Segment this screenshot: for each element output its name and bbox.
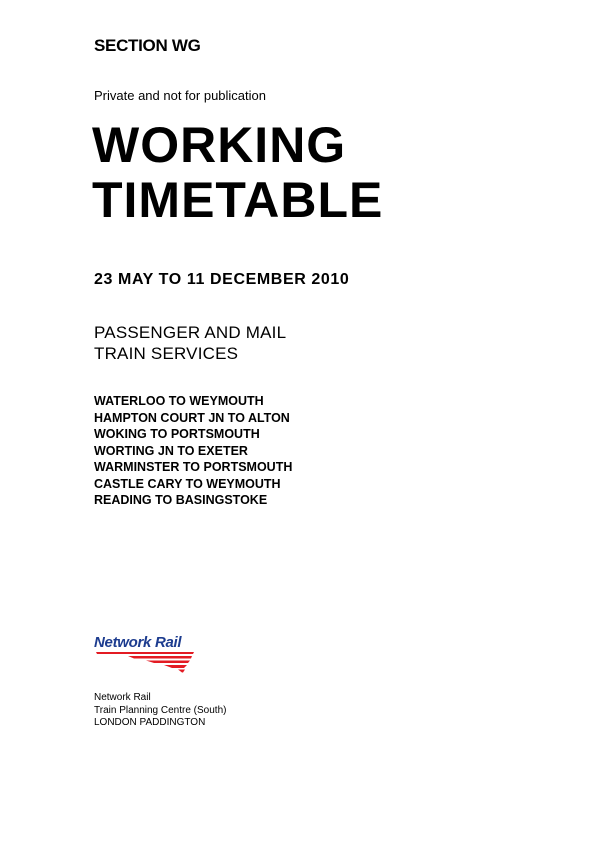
address-line-3: LONDON PADDINGTON xyxy=(94,717,206,728)
route-item: READING TO BASINGSTOKE xyxy=(94,493,268,507)
route-item: CASTLE CARY TO WEYMOUTH xyxy=(94,476,281,491)
route-item: WARMINSTER TO PORTSMOUTH xyxy=(94,460,293,474)
page-title xyxy=(92,118,383,228)
title-line-2: TIMETABLE xyxy=(92,172,384,228)
section-heading: SECTION WG xyxy=(94,36,201,55)
service-description xyxy=(94,322,286,364)
route-list xyxy=(94,393,292,509)
route-item: WORTING JN TO EXETER xyxy=(94,443,248,458)
route-item: WATERLOO TO WEYMOUTH xyxy=(94,394,264,408)
route-item: HAMPTON COURT JN TO ALTON xyxy=(94,410,290,425)
address-line-1: Network Rail xyxy=(94,692,151,703)
publisher-address xyxy=(94,692,226,730)
logo-stripes-icon xyxy=(94,634,198,674)
service-line-1: PASSENGER AND MAIL xyxy=(94,323,287,342)
network-rail-logo xyxy=(94,634,198,674)
validity-dates: 23 MAY TO 11 DECEMBER 2010 xyxy=(94,271,350,288)
route-item: WOKING TO PORTSMOUTH xyxy=(94,427,260,441)
publication-notice: Private and not for publication xyxy=(94,88,266,103)
service-line-2: TRAIN SERVICES xyxy=(94,344,239,363)
logo-wordmark: Network Rail xyxy=(94,634,182,651)
title-line-1: WORKING xyxy=(92,117,347,173)
address-line-2: Train Planning Centre (South) xyxy=(94,704,227,716)
